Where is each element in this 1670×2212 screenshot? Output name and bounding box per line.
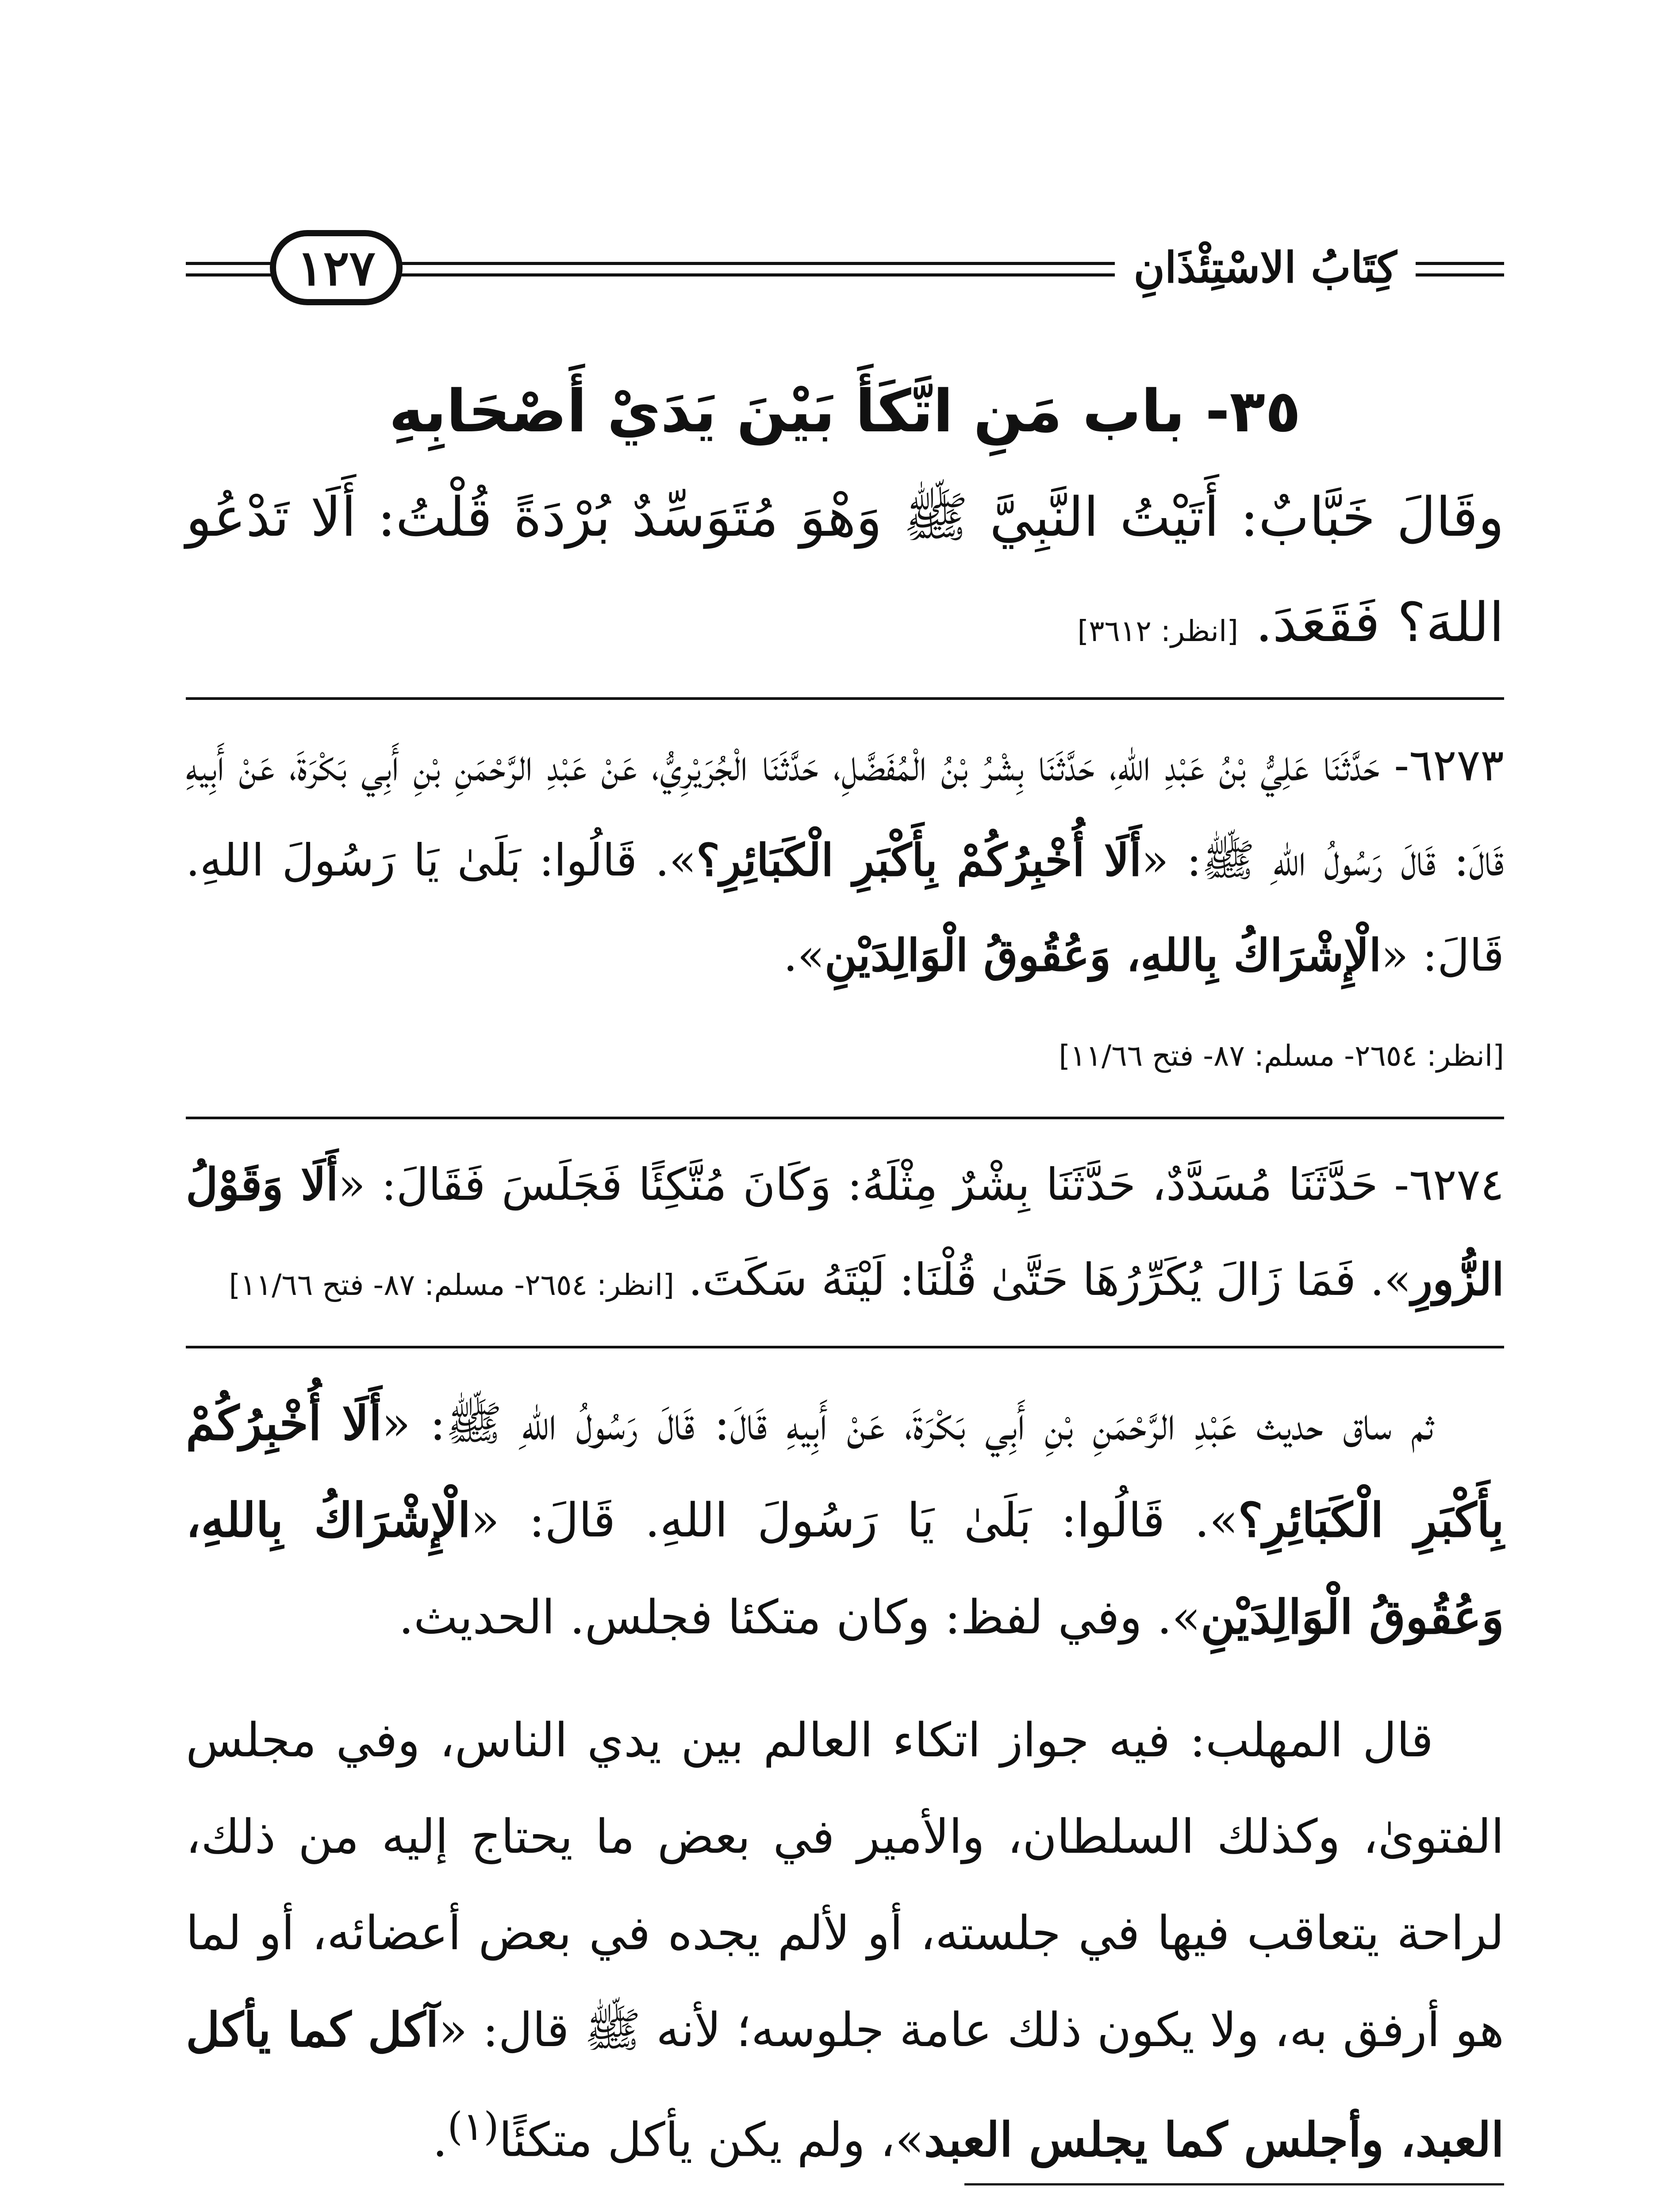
intro-reference: [انظر: ٣٦١٢] [1077, 614, 1239, 648]
hadith-6273 [186, 718, 1504, 1103]
commentary-quote: آكل كما يأكل العبد، وأجلس كما يجلس العبد [186, 2002, 1504, 2167]
hadith-reference: [انظر: ٢٦٥٤- مسلم: ٨٧- فتح ١١/٦٦] [229, 1268, 675, 1302]
hadith-text: ٦٢٧٤- حَدَّثَنَا مُسَدَّدٌ، حَدَّثَنَا بِشْرٌ مِثْلَهُ: وَكَانَ مُتَّكِئًا فَجَلَسَ فَقَالَ: « [338, 1159, 1504, 1210]
footnotes [186, 2205, 1504, 2212]
commentary-text: ». قَالُوا: بَلَىٰ يَا رَسُولَ اللهِ. قَالَ: « [471, 1493, 1238, 1548]
commentary-text: ». وفي لفظ: وكان متكئا فجلس. الحديث. [399, 1590, 1201, 1644]
commentary-text: قال المهلب: فيه جواز اتكاء العالم بين يدي الناس، وفي مجلس الفتوىٰ، وكذلك السلطان، والأمير في بعض ما يحتاج إليه من ذلك، لراحة يتعاقب فيها في جلسته، أو لألم يجده في بعض أعضائه، أو لما هو أرفق به، ولا يكون ذلك عامة جلوسه؛ لأنه ﷺ قال: « [186, 1713, 1504, 2057]
hadith-6274 [186, 1137, 1504, 1333]
commentary-paragraph [186, 1692, 1504, 2188]
footnote-reference[interactable]: (١) [447, 2104, 499, 2149]
commentary-quote: أَلَا أُخْبِرُكُمْ بِأَكْبَرِ الْكَبَائِرِ؟ [186, 1395, 1505, 1548]
running-header [186, 230, 1504, 319]
commentary-text: ثم ساق حديث عَبْدِ الرَّحْمَنِ بْنِ أَبِي بَكْرَةَ، عَنْ أَبِيهِ قَالَ: قَالَ رَسُولُ اللهِ ﷺ: « [382, 1396, 1434, 1451]
chapter-heading: ٣٥- باب مَنِ اتَّكَأَ بَيْنَ يَدَيْ أَصْحَابِهِ [389, 377, 1301, 445]
intro-text: وقَالَ خَبَّابٌ: أَتَيْتُ النَّبِيَّ ﷺ وَهْوَ مُتَوَسِّدٌ بُرْدَةً قُلْتُ: أَلَا تَدْعُو اللهَ؟ فَقَعَدَ. [186, 486, 1504, 654]
chapter-intro [186, 465, 1504, 684]
hadith-quote: الْإِشْرَاكُ بِاللهِ، وَعُقُوقُ الْوَالِدَيْنِ [824, 929, 1382, 981]
header-rule [186, 273, 274, 276]
header-rule [186, 262, 274, 265]
hadith-quote: أَلَا أُخْبِرُكُمْ بِأَكْبَرِ الْكَبَائِرِ؟ [696, 834, 1142, 886]
hadith-text: ». فَمَا زَالَ يُكَرِّرُهَا حَتَّىٰ قُلْنَا: لَيْتَهُ سَكَتَ. [688, 1254, 1411, 1306]
hadith-quote: أَلَا وَقَوْلُ الزُّورِ [186, 1158, 1504, 1306]
footnote-divider [964, 2183, 1504, 2185]
header-rule [1416, 273, 1504, 276]
page-number: ١٢٧ [270, 230, 403, 305]
header-rule [398, 273, 1115, 276]
section-divider [186, 697, 1504, 700]
footnote-marker [1429, 2205, 1504, 2212]
commentary-text: »، ولم يكن يأكل متكئًا [499, 2112, 924, 2167]
header-rule [398, 262, 1115, 265]
hadith-text: ». قَالُوا: بَلَىٰ يَا رَسُولَ اللهِ. قَالَ: « [186, 834, 1504, 981]
section-divider [186, 1117, 1504, 1119]
footnote-line [186, 2205, 1504, 2212]
commentary-quote: الْإِشْرَاكُ بِاللهِ، وَعُقُوقُ الْوَالِدَيْنِ [186, 1492, 1504, 1644]
hadith-reference: [انظر: ٢٦٥٤- مسلم: ٨٧- فتح ١١/٦٦] [1059, 1039, 1504, 1073]
header-rule [1416, 262, 1504, 265]
section-divider [186, 1346, 1504, 1348]
hadith-text: ٦٢٧٣- حَدَّثَنَا عَلِيُّ بْنُ عَبْدِ اللهِ، حَدَّثَنَا بِشْرُ بْنُ الْمُفَضَّلِ، حَدَّثَنَا الْجُرَيْرِيُّ، عَنْ عَبْدِ الرَّحْمَنِ بْنِ أَبِي بَكْرَةَ، عَنْ أَبِيهِ قَالَ: قَالَ رَسُولُ اللهِ ﷺ: « [186, 739, 1504, 886]
commentary-text: . [432, 2112, 448, 2167]
commentary-paragraph [186, 1375, 1504, 1666]
hadith-text: ». [783, 929, 825, 981]
book-title: كِتَابُ الاسْتِئْذَانِ [1133, 242, 1397, 292]
main-content [186, 363, 1504, 2188]
